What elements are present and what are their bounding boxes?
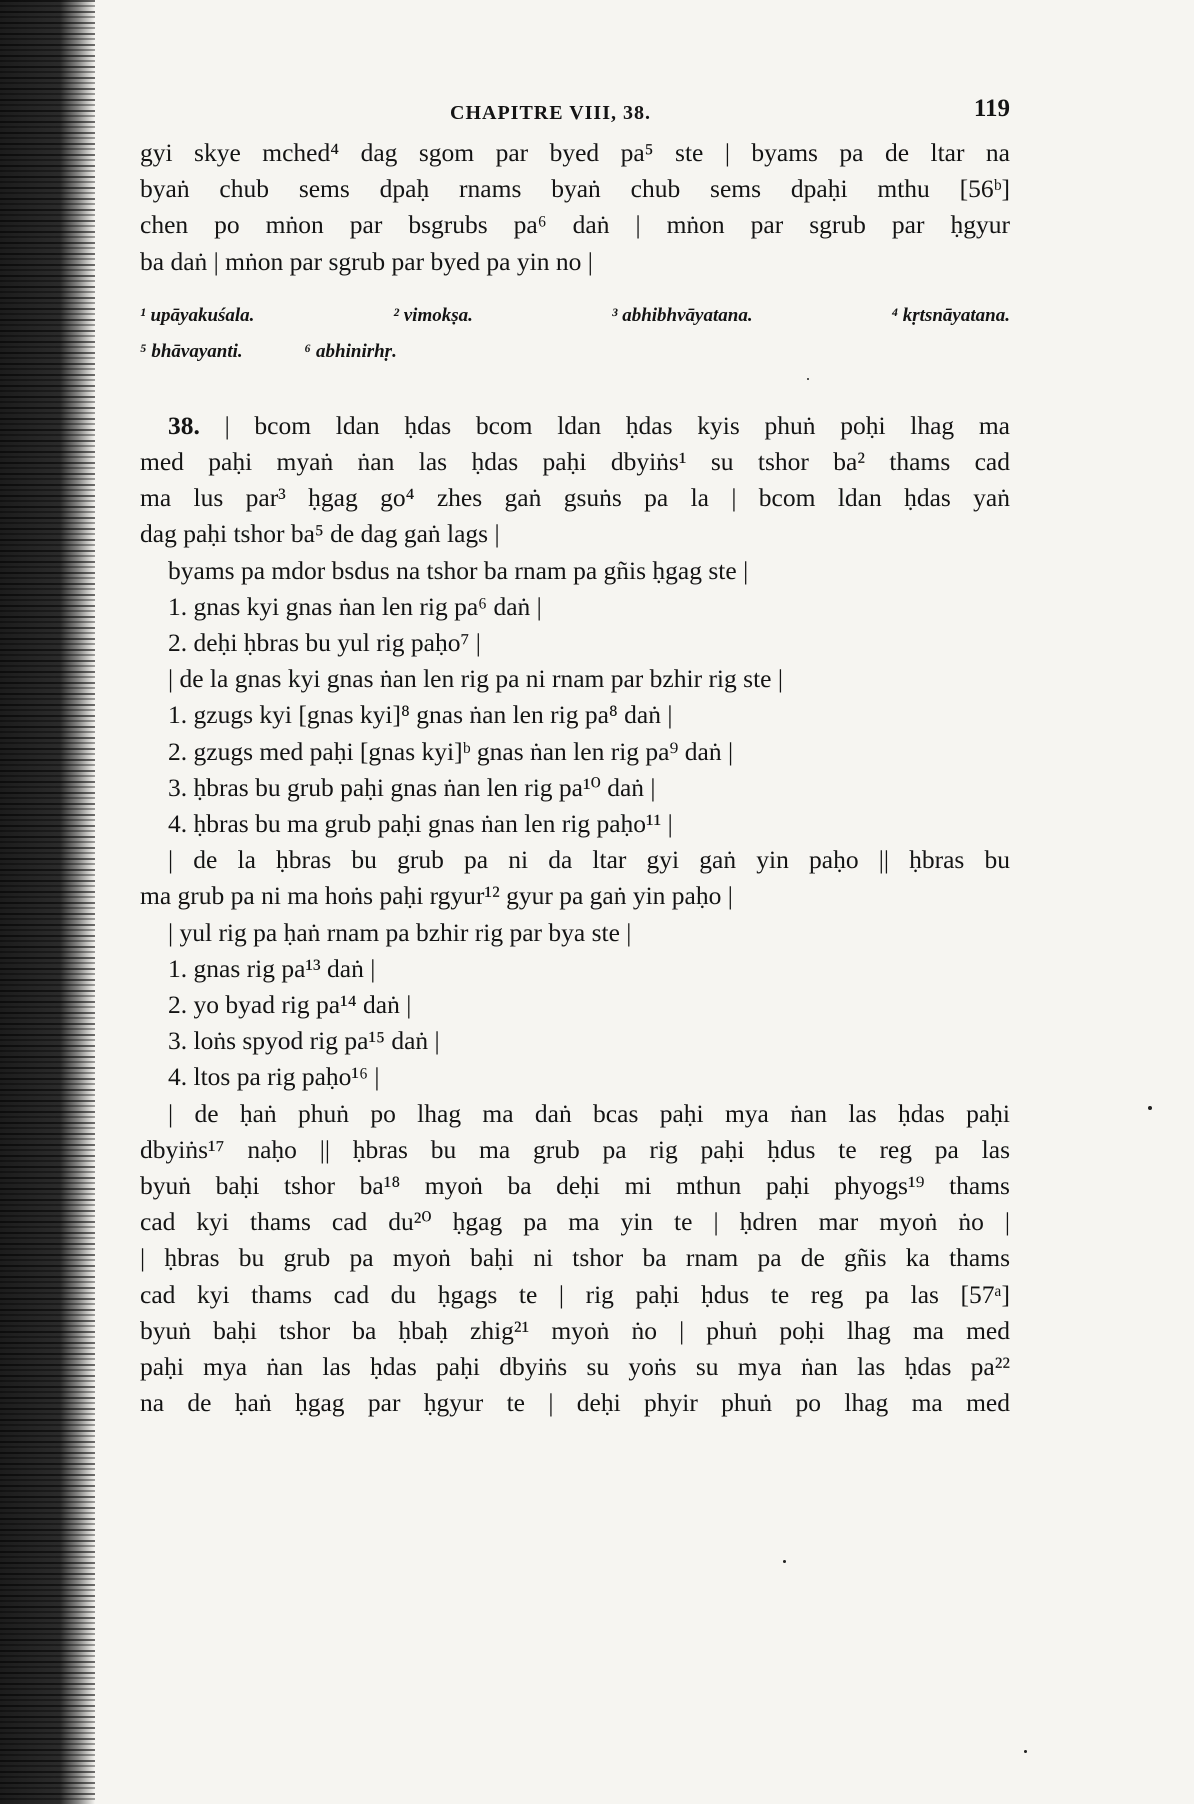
text-line: dag paḥi tshor ba⁵ de dag gaṅ lags | — [140, 519, 500, 549]
paper-speck — [1148, 1106, 1152, 1110]
list-item: 1. gnas kyi gnas ṅan len rig pa⁶ daṅ | — [168, 591, 542, 621]
page-number: 119 — [973, 95, 1010, 122]
text-line: chen po mṅon par bsgrubs pa⁶ daṅ | mṅon par sgrub par ḥgyur — [140, 210, 1010, 240]
text-line: byaṅ chub sems dpaḥ rnams byaṅ chub sems dpaḥi mthu [56ᵇ] — [140, 174, 1010, 204]
footnotes — [140, 298, 1010, 370]
text-line: | yul rig pa ḥaṅ rnam pa bzhir rig par bya ste | — [168, 917, 632, 947]
footnote: ³ abhibhvāyatana. — [611, 304, 753, 326]
text-line: | de la gnas kyi gnas ṅan len rig pa ni rnam par bzhir rig ste | — [168, 664, 783, 694]
list-item: 2. gzugs med paḥi [gnas kyi]ᵇ gnas ṅan len rig pa⁹ daṅ | — [168, 736, 734, 766]
text-line: | ḥbras bu grub pa myoṅ baḥi ni tshor ba rnam pa de gñis ka thams — [140, 1243, 1010, 1273]
text-line: dbyiṅs¹⁷ naḥo || ḥbras bu ma grub pa rig paḥi ḥdus te reg pa las — [140, 1134, 1010, 1164]
text-line: byams pa mdor bsdus na tshor ba rnam pa gñis ḥgag ste | — [168, 555, 749, 585]
text-line: | de ḥaṅ phuṅ po lhag ma daṅ bcas paḥi mya ṅan las ḥdas paḥi — [168, 1098, 1010, 1128]
list-item: 2. deḥi ḥbras bu yul rig paḥo⁷ | — [168, 628, 481, 658]
text-line: ma grub pa ni ma hoṅs paḥi rgyur¹² gyur pa gaṅ yin paḥo | — [140, 881, 733, 911]
text-line: ba daṅ | mṅon par sgrub par byed pa yin no | — [140, 246, 593, 276]
footnote: ⁵ bhāvayanti. — [140, 340, 243, 362]
footnote: ⁶ abhinirhṛ. — [304, 340, 397, 362]
list-item: 4. ḥbras bu ma grub paḥi gnas ṅan len rig paḥo¹¹ | — [168, 809, 673, 839]
footnote: ¹ upāyakuśala. — [140, 304, 255, 326]
paper-speck — [783, 1560, 786, 1563]
text-line: cad kyi thams cad du ḥgags te | rig paḥi ḥdus te reg pa las [57ᵃ] — [140, 1279, 1010, 1309]
text-fragment: | bcom ldan ḥdas bcom ldan ḥdas kyis phuṅ poḥi lhag ma — [224, 410, 1010, 440]
text-line: na de ḥaṅ ḥgag par ḥgyur te | deḥi phyir phuṅ po lhag ma med — [140, 1388, 1010, 1418]
text-line: med paḥi myaṅ ṅan las ḥdas paḥi dbyiṅs¹ su tshor ba² thams cad — [140, 447, 1010, 477]
list-item: 2. yo byad rig pa¹⁴ daṅ | — [168, 990, 412, 1020]
text-line: byuṅ baḥi tshor ba¹⁸ myoṅ ba deḥi mi mthun paḥi phyogs¹⁹ thams — [140, 1171, 1010, 1201]
book-page — [140, 95, 1010, 1422]
list-item: 3. loṅs spyod rig pa¹⁵ daṅ | — [168, 1026, 440, 1056]
book-binding-edge — [0, 0, 95, 1804]
page-header — [140, 95, 1010, 135]
list-item: 1. gzugs kyi [gnas kyi]⁸ gnas ṅan len rig pa⁸ daṅ | — [168, 700, 673, 730]
paper-speck — [807, 378, 809, 380]
footnote: ² vimokṣa. — [393, 304, 473, 326]
section-number: 38. — [168, 410, 200, 440]
section-38 — [140, 408, 1010, 1422]
text-line: paḥi mya ṅan las ḥdas paḥi dbyiṅs su yoṅs su mya ṅan las ḥdas pa²² — [140, 1352, 1010, 1382]
text-line: gyi skye mched⁴ dag sgom par byed pa⁵ ste | byams pa de ltar na — [140, 138, 1010, 167]
text-line: byuṅ baḥi tshor ba ḥbaḥ zhig²¹ myoṅ ṅo | phuṅ poḥi lhag ma med — [140, 1315, 1010, 1345]
text-line: | de la ḥbras bu grub pa ni da ltar gyi gaṅ yin paḥo || ḥbras bu — [168, 845, 1010, 875]
intro-paragraph — [140, 135, 1010, 280]
paper-speck — [1024, 1750, 1027, 1753]
list-item: 1. gnas rig pa¹³ daṅ | — [168, 953, 376, 983]
footnote: ⁴ kṛtsnāyatana. — [891, 304, 1010, 326]
text-line: ma lus par³ ḥgag go⁴ zhes gaṅ gsuṅs pa la | bcom ldan ḥdas yaṅ — [140, 483, 1010, 513]
running-title: CHAPITRE VIII, 38. — [450, 102, 651, 124]
list-item: 4. ltos pa rig paḥo¹⁶ | — [168, 1062, 380, 1092]
text-line: cad kyi thams cad du²⁰ ḥgag pa ma yin te | ḥdren mar myoṅ ṅo | — [140, 1207, 1010, 1237]
list-item: 3. ḥbras bu grub paḥi gnas ṅan len rig pa¹⁰ daṅ | — [168, 772, 656, 802]
text-line — [140, 408, 1010, 444]
